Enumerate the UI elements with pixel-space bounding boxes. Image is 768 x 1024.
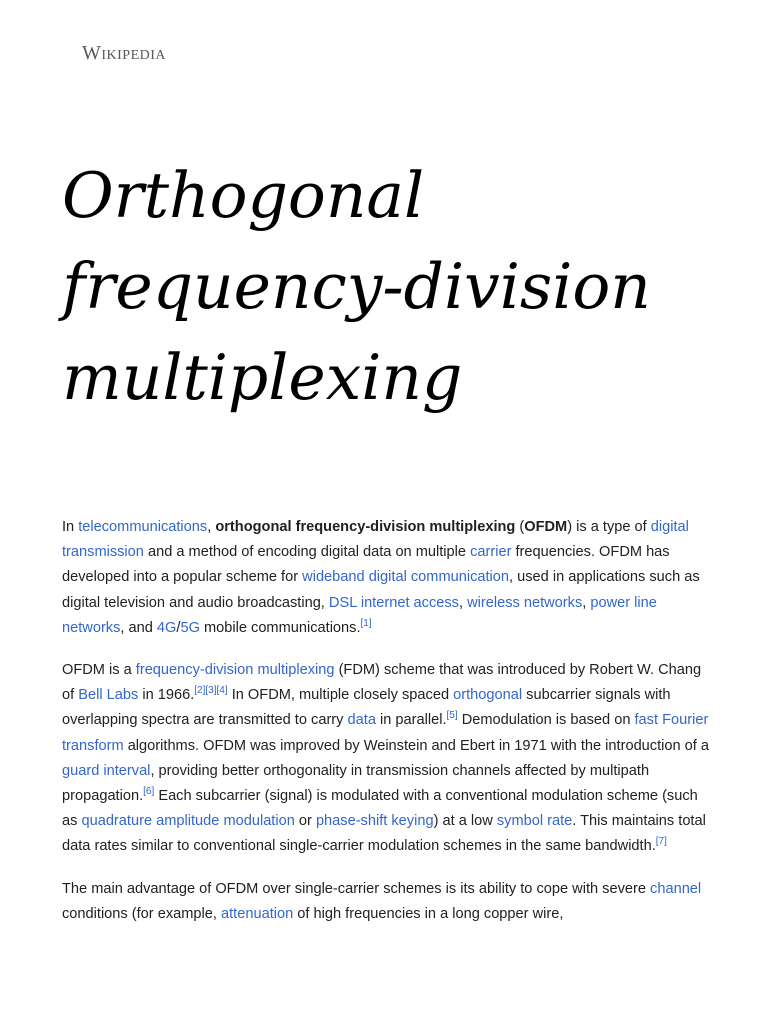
text: frequencies. OFDM has developed into a popular scheme for (62, 544, 670, 586)
reference-5 (447, 711, 458, 722)
link-symbol-rate[interactable]: symbol rate (496, 813, 573, 830)
text: , used in applications such as digital television and audio broadcasting, (62, 569, 700, 611)
link-channel[interactable]: channel (650, 880, 702, 897)
link-attenuation[interactable]: attenuation (221, 905, 294, 922)
link-wireless-networks[interactable]: wireless networks (467, 594, 583, 611)
text: subcarrier signals with overlapping spectra are transmitted to carry (62, 687, 671, 729)
link-guard-interval[interactable]: guard interval (62, 762, 151, 779)
text: OFDM is a (62, 662, 136, 679)
text: in parallel. (375, 712, 447, 729)
text: , (207, 519, 216, 535)
bold-term: orthogonal frequency-division multiplexing (215, 519, 516, 535)
reference-link[interactable]: [7] (655, 836, 667, 848)
link-4g[interactable]: 4G (156, 619, 177, 636)
link-wideband-digital-communication[interactable]: wideband digital communication (302, 569, 510, 586)
bold-abbreviation: OFDM (524, 519, 568, 535)
article-body (62, 515, 714, 944)
link-telecommunications[interactable]: telecommunications (78, 519, 208, 535)
reference-1 (361, 618, 372, 629)
text: ( (515, 519, 525, 535)
page-title: Orthogonal frequency-division multiplexing (62, 159, 651, 414)
text: , providing better orthogonality in transmission channels affected by multipath propagation. (62, 762, 650, 805)
text: or (294, 813, 316, 830)
link-fast-fourier-transform[interactable]: fast Fourier transform (62, 712, 709, 754)
reference-link[interactable]: [2] (194, 685, 206, 697)
reference-link[interactable]: [4] (216, 685, 228, 697)
link-carrier[interactable]: carrier (470, 544, 512, 561)
link-orthogonal[interactable]: orthogonal (453, 687, 523, 704)
text: (FDM) scheme that was introduced by Robert W. Chang of (62, 662, 702, 704)
text: , and (120, 619, 157, 636)
link-bell-labs[interactable]: Bell Labs (78, 687, 139, 704)
link-quadrature-amplitude-modulation[interactable]: quadrature amplitude modulation (81, 813, 295, 830)
paragraph-intro (62, 515, 714, 641)
reference-link[interactable]: [1] (360, 617, 372, 629)
link-power-line-networks[interactable]: power line networks (62, 594, 657, 636)
reference-link[interactable]: [6] (143, 786, 155, 798)
text: of high frequencies in a long copper wire, (293, 905, 564, 922)
reference-2 (194, 685, 227, 696)
text: and a method of encoding digital data on multiple (143, 544, 471, 561)
text: mobile communications. (199, 619, 361, 636)
text: algorithms. OFDM was improved by Weinstein and Ebert in 1971 with the introduction of a (123, 737, 710, 754)
reference-link[interactable]: [5] (446, 710, 458, 722)
text: Demodulation is based on (457, 712, 635, 729)
text: / (176, 619, 181, 636)
reference-6 (143, 786, 154, 797)
link-digital-transmission[interactable]: digital transmission (62, 519, 689, 561)
text: ) at a low (433, 813, 497, 830)
text: Each subcarrier (signal) is modulated with a conventional modulation scheme (such as (62, 788, 698, 830)
text: , (582, 594, 591, 611)
text: conditions (for example, (62, 905, 221, 922)
link-phase-shift-keying[interactable]: phase-shift keying (315, 813, 434, 830)
text: , (458, 594, 468, 611)
text: In (62, 519, 79, 535)
link-dsl-internet-access[interactable]: DSL internet access (328, 594, 459, 611)
text: The main advantage of OFDM over single-carrier schemes is its ability to cope with severe (62, 880, 651, 897)
link-frequency-division-multiplexing[interactable]: frequency-division multiplexing (135, 662, 335, 679)
text: In OFDM, multiple closely spaced (227, 687, 454, 704)
wikipedia-logo[interactable]: Wikipedia (82, 42, 167, 64)
link-data[interactable]: data (347, 712, 376, 729)
text: ) is a type of (567, 519, 651, 535)
link-5g[interactable]: 5G (180, 619, 200, 636)
text: in 1966. (138, 687, 195, 704)
reference-link[interactable]: [3] (205, 685, 217, 697)
text: . This maintains total data rates similar to conventional single-carrier modulation schemes in the same bandwidth. (62, 813, 706, 855)
reference-7 (656, 837, 667, 848)
paragraph-advantages (62, 877, 714, 927)
paragraph-history (62, 658, 714, 860)
